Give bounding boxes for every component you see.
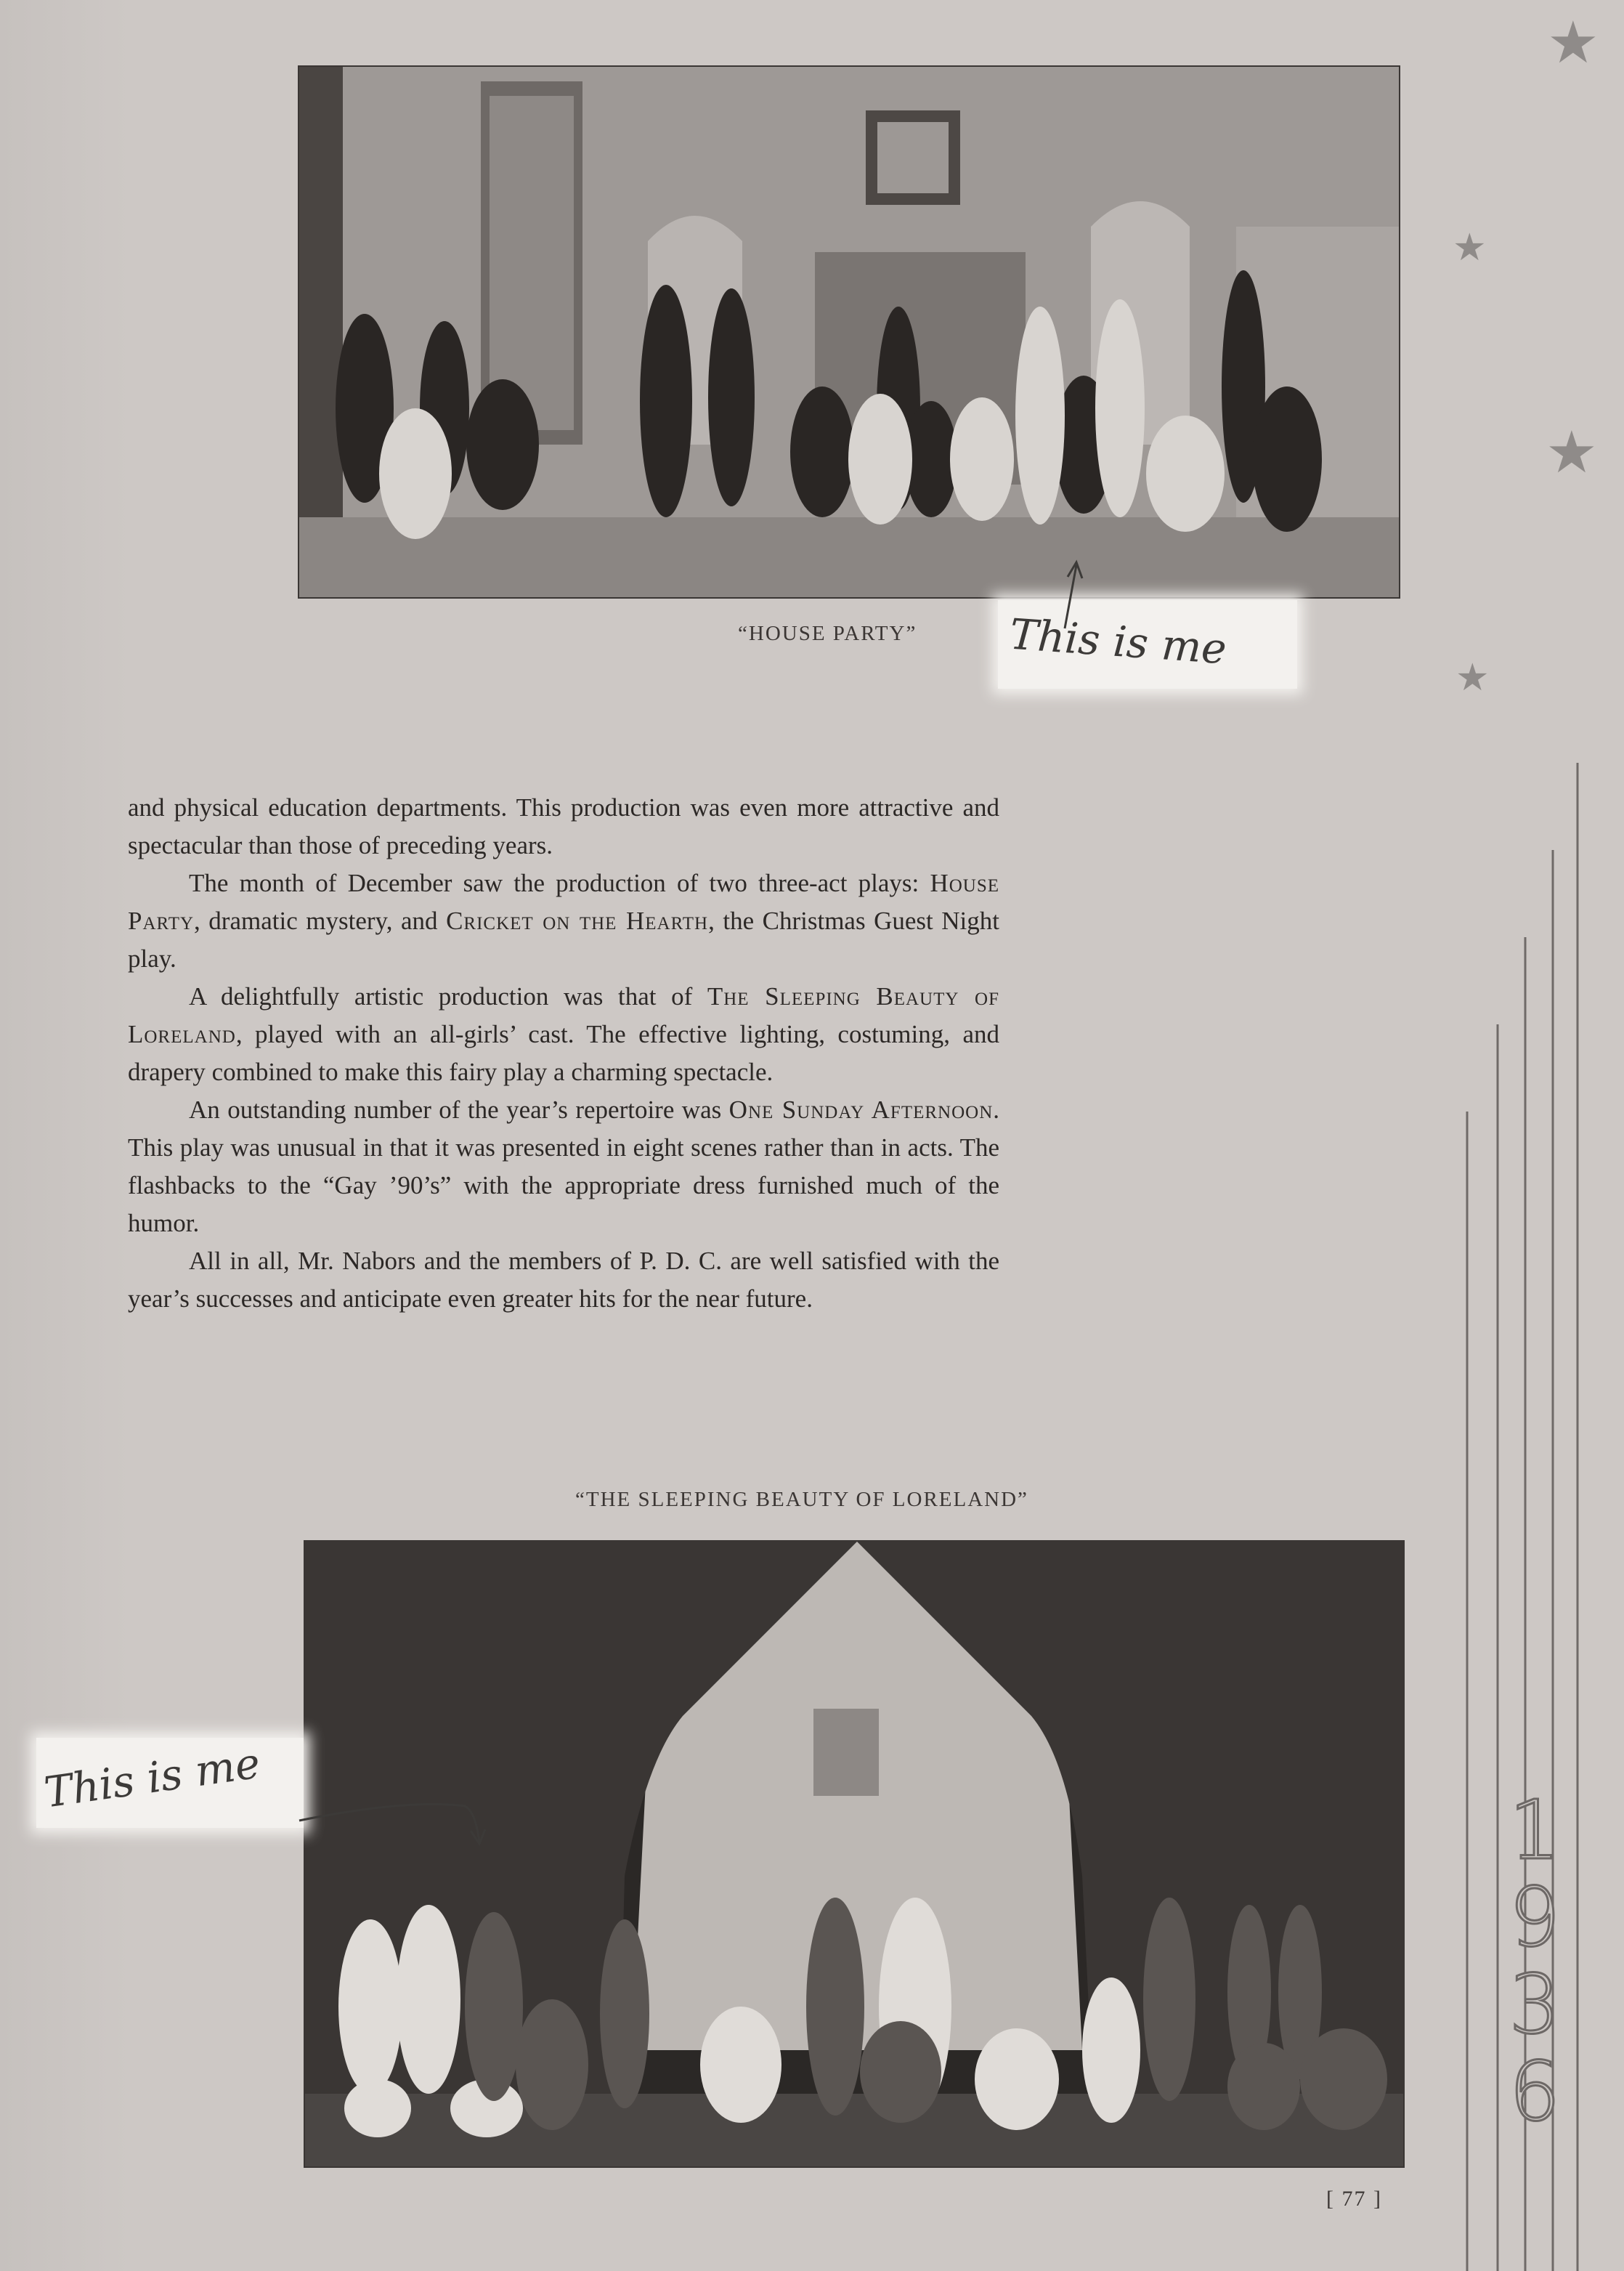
year-1936 <box>1495 1784 1575 2140</box>
paragraph-2: The month of December saw the production of two three-act plays: House Party, dramatic mystery, and Cricket on the Hearth, the Christmas Guest Night play. <box>128 869 1000 973</box>
article-body <box>128 789 999 1318</box>
paragraph-3: A delightfully artistic production was that of The Sleeping Beauty of Loreland, played with an all-girls’ cast. The effective lighting, costuming, and drapery combined to make this fairy play a charming spectacle. <box>128 982 1000 1086</box>
year-digit: 3 <box>1509 1958 1561 2052</box>
star-icon: ★ <box>1453 227 1487 269</box>
house-party-photo <box>298 65 1400 599</box>
paragraph-4: An outstanding number of the year’s repertoire was One Sunday Afternoon. This play was unusual in that it was presented in eight scenes rather than in acts. The flashbacks to the “Gay ’90’s” with the appropriate dress furnished much of the humor. <box>128 1096 999 1237</box>
play-title-sleeping-beauty: The Sleeping Beauty of Loreland <box>128 982 1000 1048</box>
year-digit: 9 <box>1509 1871 1561 1965</box>
handwritten-note-1-text: This is me <box>1007 609 1228 674</box>
paragraph-1: and physical education departments. This production was even more attractive and spectacular than those of preceding years. <box>128 793 999 859</box>
house-party-caption: “HOUSE PARTY” <box>738 622 917 645</box>
star-icon: ★ <box>1547 12 1599 76</box>
year-digit: 6 <box>1509 2045 1561 2140</box>
year-digit: 1 <box>1509 1784 1561 1878</box>
handwritten-note-2-text: This is me <box>41 1738 264 1818</box>
star-icon: ★ <box>1455 657 1490 699</box>
arrow-icon <box>298 1777 494 1850</box>
sleeping-beauty-photo <box>304 1540 1405 2168</box>
handwritten-note-2 <box>36 1738 304 1828</box>
play-title-cricket: Cricket on the Hearth <box>446 907 709 935</box>
paragraph-5: All in all, Mr. Nabors and the members of P. D. C. are well satisfied with the year’s successes and anticipate even greater hits for the near future. <box>128 1247 999 1313</box>
play-title-house-party: House Party <box>128 869 999 935</box>
arrow-icon <box>1052 552 1095 632</box>
play-title-sunday-afternoon: One Sunday Afternoon <box>728 1096 994 1124</box>
handwritten-note-1 <box>998 600 1297 689</box>
page-number: [ 77 ] <box>1326 2187 1382 2211</box>
star-icon: ★ <box>1546 421 1598 485</box>
sleeping-beauty-caption: “THE SLEEPING BEAUTY OF LORELAND” <box>575 1488 1028 1511</box>
